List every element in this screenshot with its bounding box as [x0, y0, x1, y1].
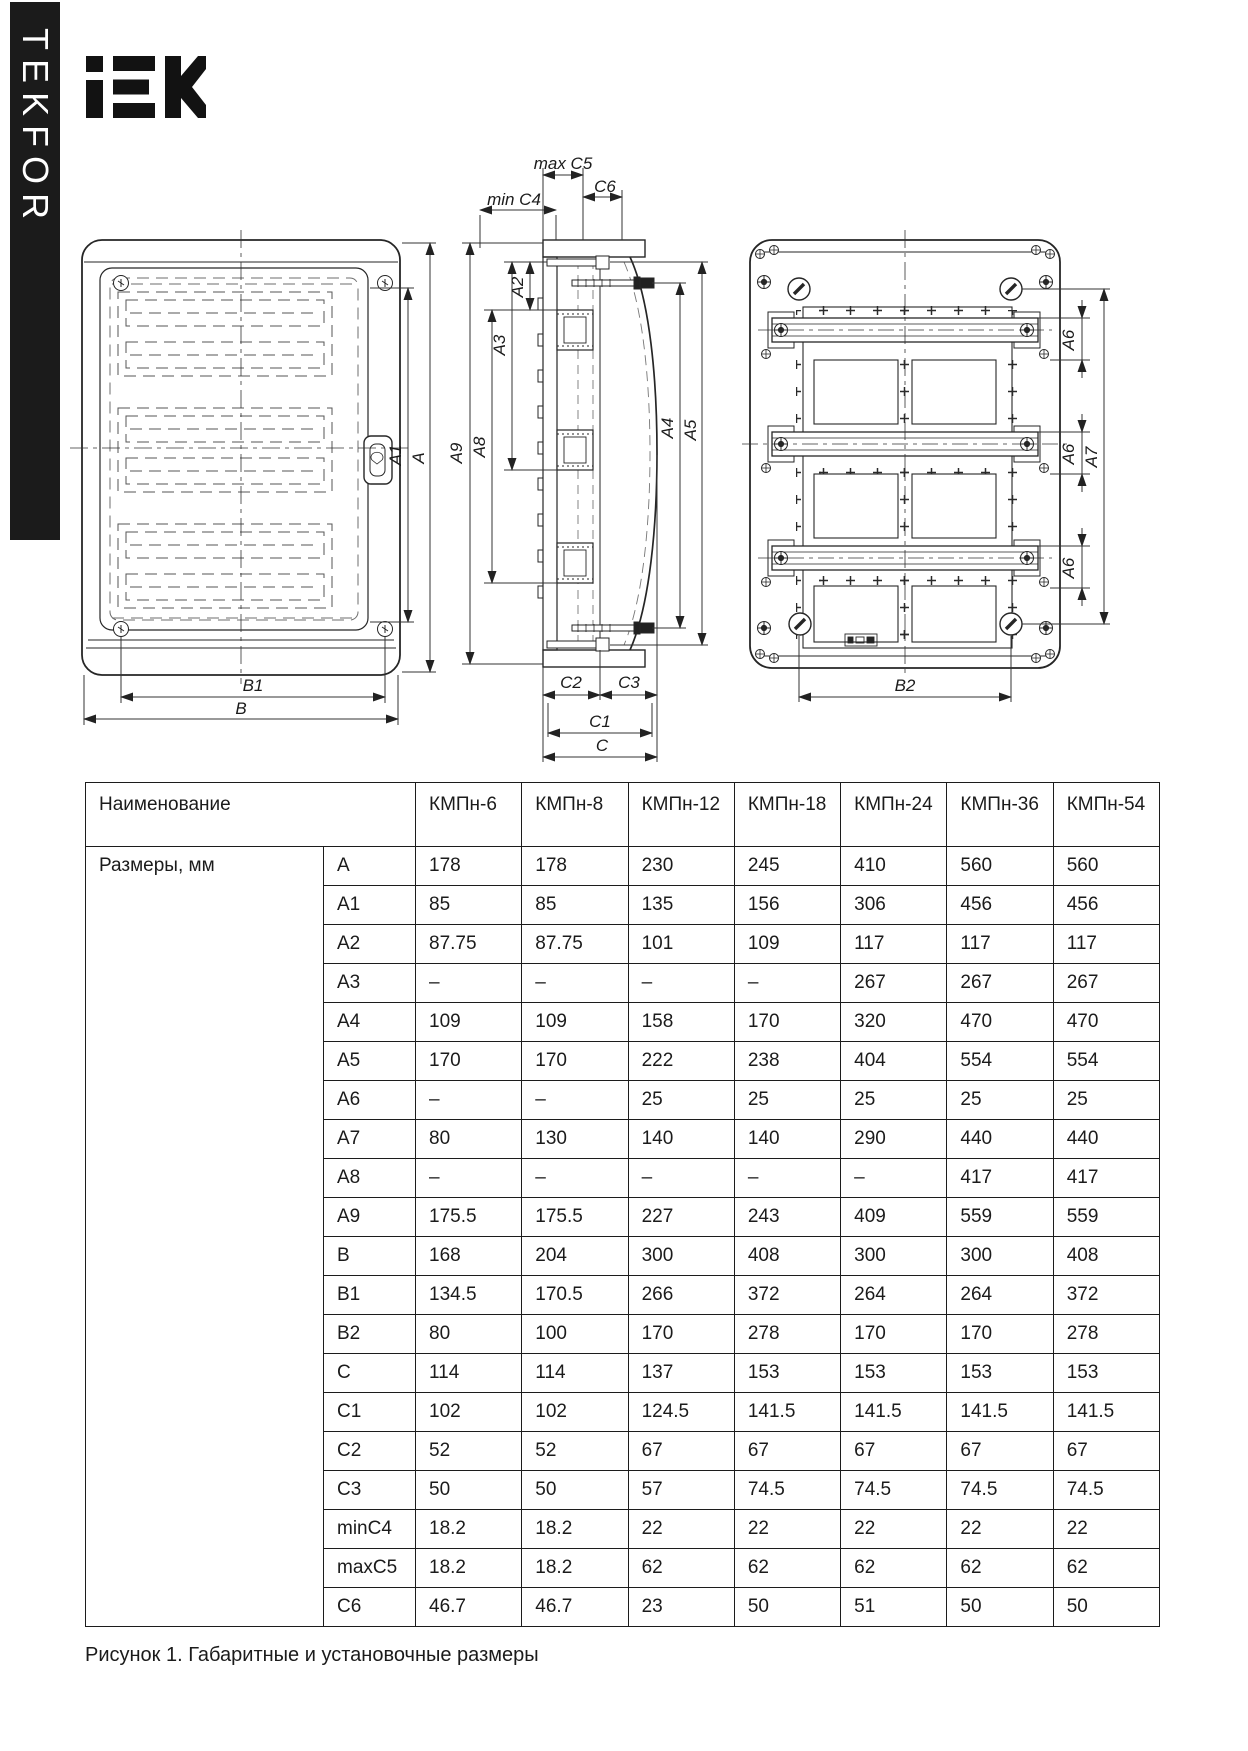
value-cell: 18.2 [416, 1549, 522, 1588]
col-header-model: КМПн-6 [416, 783, 522, 847]
brand-sidebar [10, 2, 60, 540]
value-cell: 137 [628, 1354, 734, 1393]
value-cell: 22 [841, 1510, 947, 1549]
param-cell: C6 [324, 1588, 416, 1627]
keyhole-icon [1000, 613, 1022, 635]
dim-label-c3: C3 [618, 673, 640, 692]
value-cell: 130 [522, 1120, 628, 1159]
value-cell: 67 [628, 1432, 734, 1471]
param-cell: A2 [324, 925, 416, 964]
value-cell: – [628, 964, 734, 1003]
value-cell: 22 [947, 1510, 1053, 1549]
param-cell: A8 [324, 1159, 416, 1198]
value-cell: 87.75 [522, 925, 628, 964]
table-row [86, 847, 1160, 886]
value-cell: 67 [1053, 1432, 1159, 1471]
dim-label-c1: C1 [589, 712, 611, 731]
value-cell: – [734, 964, 840, 1003]
param-cell: A [324, 847, 416, 886]
value-cell: 46.7 [416, 1588, 522, 1627]
keyhole-icon [1000, 278, 1022, 300]
param-cell: A5 [324, 1042, 416, 1081]
dim-label-max-c5: max C5 [533, 154, 593, 173]
dim-label-b: B [235, 699, 247, 718]
value-cell: 117 [841, 925, 947, 964]
value-cell: 52 [522, 1432, 628, 1471]
param-cell: A9 [324, 1198, 416, 1237]
dim-label-a8: A8 [470, 436, 489, 458]
value-cell: 80 [416, 1120, 522, 1159]
col-header-model: КМПн-8 [522, 783, 628, 847]
dim-label-c2: C2 [560, 673, 582, 692]
dimension-drawings [60, 150, 1130, 775]
din-rail-section [557, 310, 593, 583]
value-cell: 409 [841, 1198, 947, 1237]
value-cell: 74.5 [841, 1471, 947, 1510]
value-cell: 135 [628, 886, 734, 925]
param-cell: B [324, 1237, 416, 1276]
value-cell: 170 [522, 1042, 628, 1081]
value-cell: 114 [522, 1354, 628, 1393]
dim-label-a7: A7 [1082, 446, 1101, 468]
dim-label-a1: A1 [386, 444, 405, 466]
value-cell: 158 [628, 1003, 734, 1042]
value-cell: 74.5 [947, 1471, 1053, 1510]
value-cell: 320 [841, 1003, 947, 1042]
param-cell: C2 [324, 1432, 416, 1471]
param-cell: C3 [324, 1471, 416, 1510]
value-cell: – [734, 1159, 840, 1198]
value-cell: 140 [734, 1120, 840, 1159]
dim-label-a6: A6 [1059, 443, 1078, 465]
value-cell: – [628, 1159, 734, 1198]
dim-label-min-c4: min C4 [487, 190, 541, 209]
value-cell: 22 [734, 1510, 840, 1549]
dimensions-table [85, 782, 1160, 1627]
value-cell: 50 [522, 1471, 628, 1510]
value-cell: 300 [947, 1237, 1053, 1276]
value-cell: 46.7 [522, 1588, 628, 1627]
value-cell: 25 [1053, 1081, 1159, 1120]
value-cell: – [522, 1081, 628, 1120]
value-cell: 372 [1053, 1276, 1159, 1315]
value-cell: – [416, 1159, 522, 1198]
value-cell: 404 [841, 1042, 947, 1081]
value-cell: 67 [841, 1432, 947, 1471]
value-cell: 417 [947, 1159, 1053, 1198]
value-cell: 175.5 [522, 1198, 628, 1237]
table-header-row [86, 783, 1160, 847]
value-cell: 238 [734, 1042, 840, 1081]
value-cell: 141.5 [947, 1393, 1053, 1432]
dimensions-tbody [86, 847, 1160, 1627]
col-header-model: КМПн-54 [1053, 783, 1159, 847]
dim-label-c: C [595, 736, 609, 755]
value-cell: 67 [734, 1432, 840, 1471]
param-cell: B2 [324, 1315, 416, 1354]
value-cell: 290 [841, 1120, 947, 1159]
value-cell: 278 [1053, 1315, 1159, 1354]
value-cell: 87.75 [416, 925, 522, 964]
value-cell: 559 [947, 1198, 1053, 1237]
value-cell: 170 [416, 1042, 522, 1081]
value-cell: 156 [734, 886, 840, 925]
value-cell: – [416, 1081, 522, 1120]
param-cell: A6 [324, 1081, 416, 1120]
value-cell: 140 [628, 1120, 734, 1159]
value-cell: 109 [522, 1003, 628, 1042]
value-cell: 168 [416, 1237, 522, 1276]
value-cell: 408 [734, 1237, 840, 1276]
value-cell: 300 [841, 1237, 947, 1276]
keyhole-icon [789, 613, 811, 635]
value-cell: – [841, 1159, 947, 1198]
value-cell: 306 [841, 886, 947, 925]
value-cell: 100 [522, 1315, 628, 1354]
value-cell: 117 [1053, 925, 1159, 964]
value-cell: 470 [947, 1003, 1053, 1042]
dim-label-a6: A6 [1059, 329, 1078, 351]
value-cell: 264 [841, 1276, 947, 1315]
module-slots [118, 292, 332, 608]
value-cell: 230 [628, 847, 734, 886]
col-header-model: КМПн-18 [734, 783, 840, 847]
value-cell: 52 [416, 1432, 522, 1471]
value-cell: 50 [1053, 1588, 1159, 1627]
value-cell: 141.5 [1053, 1393, 1159, 1432]
screw-icon [114, 622, 129, 637]
value-cell: – [522, 964, 628, 1003]
col-header-model: КМПн-12 [628, 783, 734, 847]
dim-label-a: A [409, 452, 428, 464]
value-cell: 264 [947, 1276, 1053, 1315]
value-cell: 170 [628, 1315, 734, 1354]
value-cell: 85 [522, 886, 628, 925]
value-cell: – [522, 1159, 628, 1198]
value-cell: 222 [628, 1042, 734, 1081]
param-cell: maxC5 [324, 1549, 416, 1588]
value-cell: 227 [628, 1198, 734, 1237]
dim-label-b2: B2 [894, 676, 916, 695]
value-cell: 114 [416, 1354, 522, 1393]
value-cell: 245 [734, 847, 840, 886]
value-cell: 102 [416, 1393, 522, 1432]
value-cell: 560 [947, 847, 1053, 886]
value-cell: 18.2 [416, 1510, 522, 1549]
value-cell: 153 [1053, 1354, 1159, 1393]
value-cell: 109 [734, 925, 840, 964]
value-cell: 18.2 [522, 1510, 628, 1549]
value-cell: 80 [416, 1315, 522, 1354]
value-cell: 456 [947, 886, 1053, 925]
param-cell: A3 [324, 964, 416, 1003]
value-cell: – [416, 964, 522, 1003]
value-cell: 50 [947, 1588, 1053, 1627]
value-cell: 456 [1053, 886, 1159, 925]
dim-label-a5: A5 [681, 419, 700, 441]
value-cell: 25 [947, 1081, 1053, 1120]
value-cell: 266 [628, 1276, 734, 1315]
value-cell: 62 [947, 1549, 1053, 1588]
value-cell: 440 [1053, 1120, 1159, 1159]
keyhole-icon [788, 278, 810, 300]
value-cell: 560 [1053, 847, 1159, 886]
value-cell: 278 [734, 1315, 840, 1354]
dim-label-a3: A3 [490, 334, 509, 356]
dim-label-a6: A6 [1059, 557, 1078, 579]
value-cell: 559 [1053, 1198, 1159, 1237]
value-cell: 554 [947, 1042, 1053, 1081]
value-cell: 62 [734, 1549, 840, 1588]
value-cell: 134.5 [416, 1276, 522, 1315]
screw-icon [378, 622, 393, 637]
value-cell: 175.5 [416, 1198, 522, 1237]
value-cell: 117 [947, 925, 1053, 964]
value-cell: 408 [1053, 1237, 1159, 1276]
value-cell: 204 [522, 1237, 628, 1276]
value-cell: 440 [947, 1120, 1053, 1159]
param-cell: A1 [324, 886, 416, 925]
value-cell: 267 [1053, 964, 1159, 1003]
value-cell: 410 [841, 847, 947, 886]
col-header-model: КМПн-24 [841, 783, 947, 847]
value-cell: 51 [841, 1588, 947, 1627]
dim-label-b1: B1 [242, 676, 264, 695]
value-cell: 109 [416, 1003, 522, 1042]
value-cell: 62 [1053, 1549, 1159, 1588]
col-header-model: КМПн-36 [947, 783, 1053, 847]
value-cell: 170 [947, 1315, 1053, 1354]
dim-label-a4: A4 [658, 417, 677, 439]
value-cell: 62 [841, 1549, 947, 1588]
value-cell: 62 [628, 1549, 734, 1588]
value-cell: 153 [734, 1354, 840, 1393]
brand-sidebar-label: TEKFOR [15, 28, 56, 229]
value-cell: 22 [628, 1510, 734, 1549]
value-cell: 124.5 [628, 1393, 734, 1432]
value-cell: 141.5 [841, 1393, 947, 1432]
value-cell: 18.2 [522, 1549, 628, 1588]
row-group-label: Размеры, мм [86, 847, 324, 1627]
value-cell: 25 [841, 1081, 947, 1120]
param-cell: A7 [324, 1120, 416, 1159]
value-cell: 74.5 [734, 1471, 840, 1510]
value-cell: 417 [1053, 1159, 1159, 1198]
value-cell: 267 [841, 964, 947, 1003]
value-cell: 267 [947, 964, 1053, 1003]
dim-label-a9: A9 [447, 442, 466, 464]
value-cell: 50 [734, 1588, 840, 1627]
value-cell: 170.5 [522, 1276, 628, 1315]
value-cell: 153 [947, 1354, 1053, 1393]
param-cell: minC4 [324, 1510, 416, 1549]
value-cell: 25 [628, 1081, 734, 1120]
value-cell: 170 [734, 1003, 840, 1042]
value-cell: 57 [628, 1471, 734, 1510]
value-cell: 470 [1053, 1003, 1159, 1042]
value-cell: 372 [734, 1276, 840, 1315]
figure-caption: Рисунок 1. Габаритные и установочные размеры [85, 1644, 539, 1666]
screw-icon [114, 276, 129, 291]
value-cell: 554 [1053, 1042, 1159, 1081]
value-cell: 85 [416, 886, 522, 925]
param-cell: C1 [324, 1393, 416, 1432]
side-view [538, 240, 657, 667]
param-cell: B1 [324, 1276, 416, 1315]
param-cell: C [324, 1354, 416, 1393]
value-cell: 243 [734, 1198, 840, 1237]
value-cell: 101 [628, 925, 734, 964]
value-cell: 102 [522, 1393, 628, 1432]
col-header-name: Наименование [86, 783, 416, 847]
value-cell: 23 [628, 1588, 734, 1627]
value-cell: 67 [947, 1432, 1053, 1471]
value-cell: 50 [416, 1471, 522, 1510]
value-cell: 74.5 [1053, 1471, 1159, 1510]
dim-label-c6: C6 [594, 177, 616, 196]
value-cell: 22 [1053, 1510, 1159, 1549]
value-cell: 141.5 [734, 1393, 840, 1432]
iek-logo [86, 56, 206, 118]
param-cell: A4 [324, 1003, 416, 1042]
dim-label-a2: A2 [508, 276, 527, 298]
value-cell: 178 [522, 847, 628, 886]
value-cell: 178 [416, 847, 522, 886]
value-cell: 170 [841, 1315, 947, 1354]
value-cell: 25 [734, 1081, 840, 1120]
front-view [70, 230, 410, 684]
rear-view [742, 230, 1068, 678]
value-cell: 153 [841, 1354, 947, 1393]
value-cell: 300 [628, 1237, 734, 1276]
